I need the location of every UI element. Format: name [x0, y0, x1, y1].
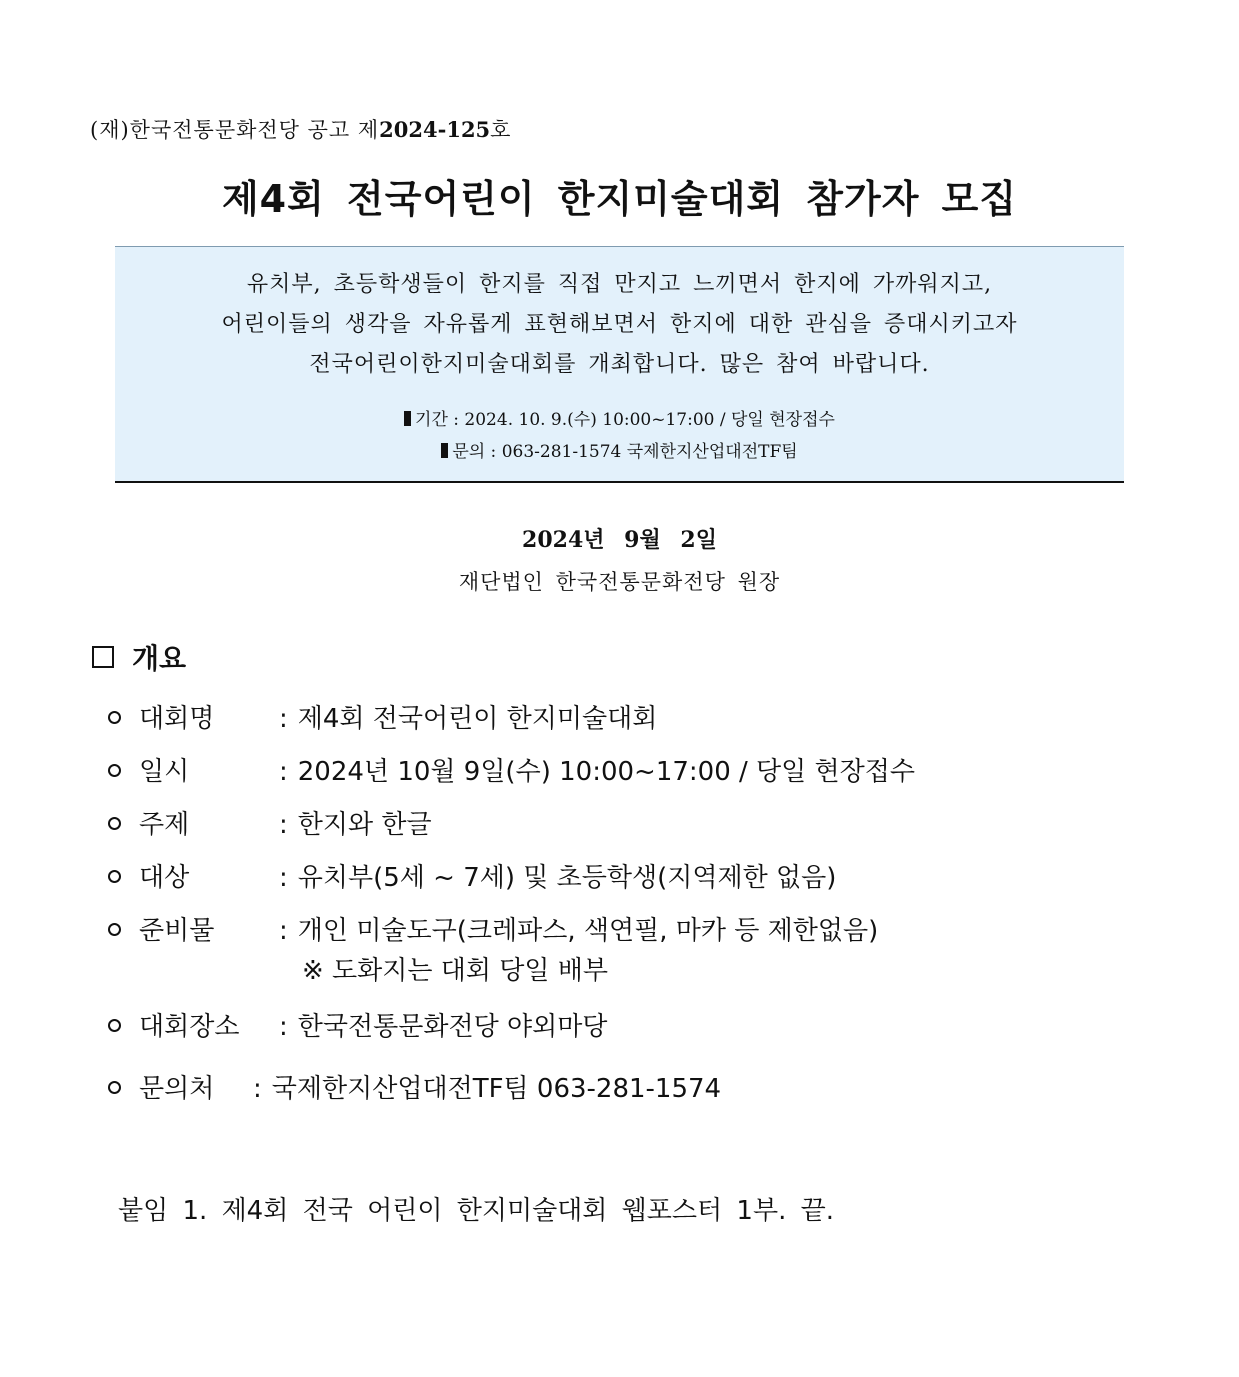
checkbox-square-icon	[92, 646, 114, 668]
organization-name: 재단법인 한국전통문화전당 원장	[458, 570, 781, 594]
attachment-line: 붙임 1. 제4회 전국 어린이 한지미술대회 웹포스터 1부. 끝.	[118, 1196, 834, 1226]
item-label: 주제	[139, 810, 190, 840]
item-value: 개인 미술도구(크레파스, 색연필, 마카 등 제한없음)	[297, 916, 879, 946]
intro-line-1: 유치부, 초등학생들이 한지를 직접 만지고 느끼면서 한지에 가까워지고,	[246, 272, 993, 297]
item-value: 국제한지산업대전TF팀 063-281-1574	[271, 1074, 722, 1104]
item-label: 대상	[139, 863, 190, 893]
item-value: 제4회 전국어린이 한지미술대회	[297, 704, 658, 734]
circle-bullet-icon	[108, 923, 121, 936]
list-item	[108, 857, 836, 894]
colon: :	[279, 916, 288, 946]
list-item	[108, 804, 432, 841]
notice-date: 2024년 9월 2일	[522, 527, 717, 553]
supplies-note: ※ 도화지는 대회 당일 배부	[302, 956, 609, 986]
section-title: 개요	[132, 642, 187, 675]
item-value: 한지와 한글	[297, 810, 432, 840]
intro-box	[115, 246, 1124, 483]
notice-number-value: 2024-125	[379, 117, 491, 142]
colon: :	[279, 810, 288, 840]
bar-bullet-icon	[441, 443, 448, 458]
intro-line-3: 전국어린이한지미술대회를 개최합니다. 많은 참여 바랍니다.	[309, 352, 930, 377]
circle-bullet-icon	[108, 764, 121, 777]
colon: :	[279, 757, 288, 787]
intro-inquiry	[115, 437, 1124, 462]
colon: :	[253, 1074, 262, 1104]
item-value: 한국전통문화전당 야외마당	[297, 1012, 608, 1042]
circle-bullet-icon	[108, 711, 121, 724]
bar-bullet-icon	[404, 411, 411, 426]
circle-bullet-icon	[108, 817, 121, 830]
intro-line-2: 어린이들의 생각을 자유롭게 표현해보면서 한지에 대한 관심을 증대시키고자	[221, 312, 1018, 337]
notice-suffix: 호	[490, 118, 512, 142]
list-item	[108, 1006, 607, 1043]
list-item	[108, 751, 915, 788]
item-label: 일시	[139, 757, 190, 787]
item-label: 문의처	[139, 1074, 215, 1104]
page-title: 제4회 전국어린이 한지미술대회 참가자 모집	[221, 177, 1018, 221]
notice-prefix: (재)한국전통문화전당 공고 제	[90, 118, 380, 142]
circle-bullet-icon	[108, 1019, 121, 1032]
intro-inquiry-text: 문의 : 063-281-1574 국제한지산업대전TF팀	[452, 442, 798, 462]
item-label: 준비물	[139, 916, 215, 946]
list-item	[108, 698, 657, 735]
item-label: 대회장소	[139, 1012, 240, 1042]
circle-bullet-icon	[108, 870, 121, 883]
item-value: 유치부(5세 ~ 7세) 및 초등학생(지역제한 없음)	[297, 863, 837, 893]
list-item	[108, 910, 878, 947]
circle-bullet-icon	[108, 1081, 121, 1094]
colon: :	[279, 1012, 288, 1042]
list-item	[108, 1068, 721, 1105]
intro-period-text: 기간 : 2024. 10. 9.(수) 10:00~17:00 / 당일 현장접수	[415, 410, 835, 430]
colon: :	[279, 704, 288, 734]
section-heading	[92, 637, 186, 677]
notice-number	[90, 114, 511, 144]
item-label: 대회명	[139, 704, 215, 734]
colon: :	[279, 863, 288, 893]
intro-period	[115, 405, 1124, 430]
item-value: 2024년 10월 9일(수) 10:00~17:00 / 당일 현장접수	[297, 757, 915, 787]
